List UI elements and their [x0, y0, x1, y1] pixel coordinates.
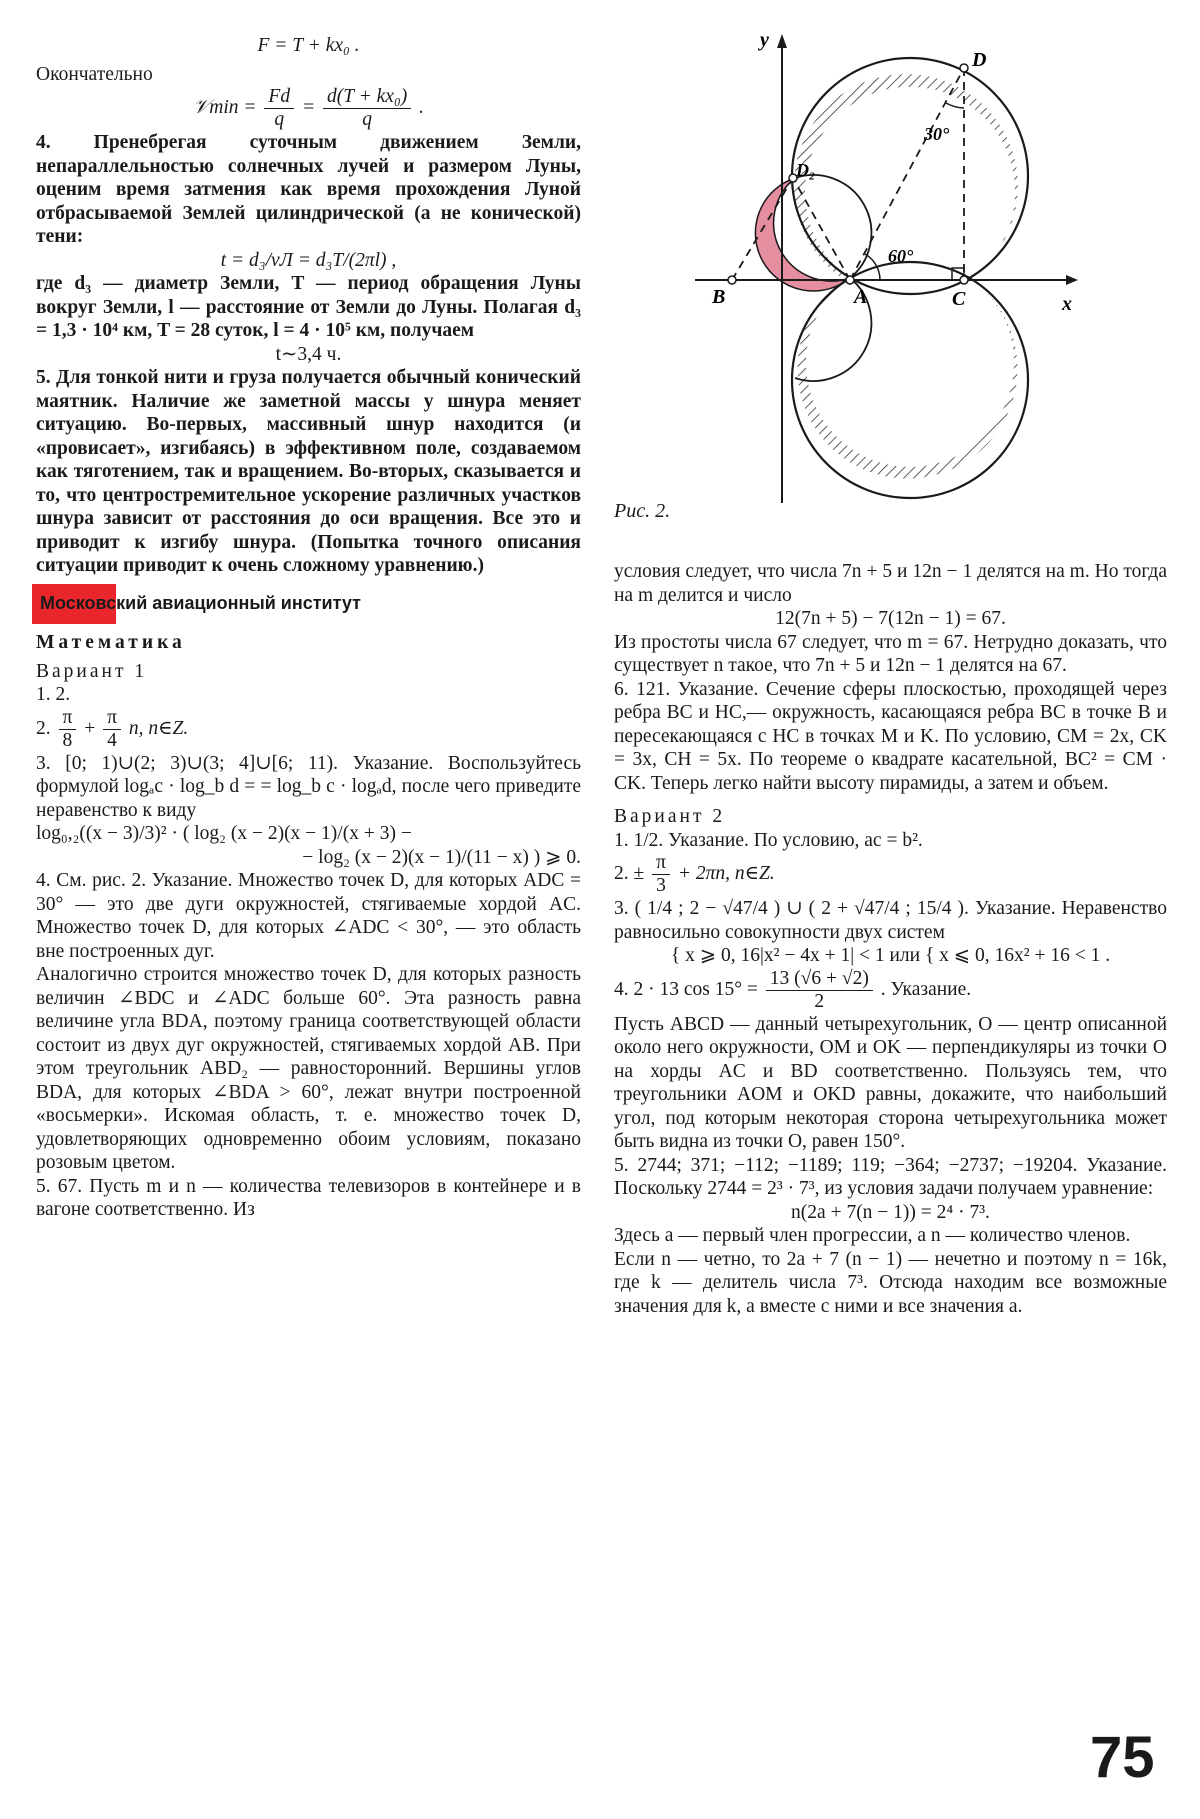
- angle-30-arc: [946, 103, 964, 108]
- label-angle-60: 60°: [888, 246, 914, 266]
- answer-4a: 4. См. рис. 2. Указание. Множество точек D, для которых ADC = 30° — это две дуги окружностей, стягиваемые хордой AC. Множество точек D, для которых ∠ADC < 30°, — это область вне построенных дуг.: [36, 870, 581, 962]
- variant-1-heading: Вариант 1: [36, 660, 148, 682]
- v2-2-suffix: + 2πn, n∈Z.: [677, 862, 775, 884]
- figure-2-svg: [690, 28, 1090, 508]
- answer-5: 5. 67. Пусть m и n — количества телевизоров в контейнере и в вагоне соответственно. Из: [36, 1175, 581, 1220]
- right-formula-1: 12(7n + 5) − 7(12n − 1) = 67.: [775, 608, 1006, 629]
- paragraph-5: 5. Для тонкой нити и груза получается обычный конический маятник. Наличие же заметной массы у шнура меняет ситуацию. Во-первых, массивный шнур находится (и «провисает», изгибаясь) в эффективном поле, создаваемом как тяготением, так и вращением. Во-вторых, сказывается и то, что центростремительное ускорение различных участков шнура зависит от расстояния до оси вращения. Все это и приводит к изгибу шнура. (Попытка точного описания ситуации приводит к очень сложному уравнению.): [36, 367, 581, 576]
- answer-2-suffix: n, n∈Z.: [128, 717, 189, 739]
- figure-2: [690, 28, 1090, 513]
- v2-4-prefix: 4. 2 · 13 cos 15° =: [614, 978, 758, 1000]
- answer-1: 1. 2.: [36, 684, 71, 705]
- point-d: [960, 64, 968, 72]
- left-column: [36, 34, 581, 1222]
- v-min-frac2-num: d(T + kx₀): [323, 86, 411, 109]
- label-d2: D₂: [796, 160, 816, 180]
- v-min-frac1-num: Fd: [264, 86, 294, 109]
- v2-2-prefix: 2. ±: [614, 862, 645, 884]
- log-inequality-line2: − log₂ (x − 2)(x − 1)/(11 − x) ) ⩾ 0.: [302, 846, 581, 868]
- right-paragraph-1: условия следует, что числа 7n + 5 и 12n − 1 делятся на m. Но тогда на m делится и число: [614, 561, 1167, 606]
- v2-4-frac-num: 13 (√6 + √2): [766, 968, 873, 991]
- v-min-lhs: 𝒱min =: [193, 96, 257, 118]
- answer-3: 3. [0; 1)∪(2; 3)∪(3; 4]∪[6; 11). Указание. Воспользуйтесь формулой logₐc · log_b d = = log_b c · logₐd, после чего приведите неравенство к виду: [36, 752, 581, 821]
- label-x: x: [1062, 293, 1072, 315]
- formula-v-min: [36, 86, 581, 131]
- v-min-eq: =: [301, 96, 316, 118]
- variant-2-answer-4-formula: [614, 968, 1167, 1013]
- v-min-frac1: [264, 86, 294, 131]
- variant-2-answer-5-text2: Если n — четно, то 2a + 7 (n − 1) — нечетно и поэтому n = 16k, где k — делитель числа 7³. Отсюда находим все возможные значения для k, а вместе с ними и все значения a.: [614, 1248, 1167, 1317]
- variant-2-answer-2: [614, 852, 1167, 897]
- v2-2-frac-den: 3: [656, 875, 666, 896]
- answer-2-frac1-den: 8: [62, 729, 73, 751]
- page-number: 75: [1090, 1725, 1155, 1790]
- answer-4b: Аналогично строится множество точек D, для которых разность величин ∠BDC и ∠ADC больше 60°. Эта разность равна величине угла BDA, поэтому граница соответствующей области состоит из двух дуг окружностей, стягиваемых хордой AB. При этом треугольник ABD₂ — равносторонний. Вершины углов BDA, для которых ∠BDA > 60°, лежат внутри построенной «восьмерки». Искомая область, т. е. множество точек D, удовлетворяющих одновременно обоим условиям, показано розовым цветом.: [36, 964, 581, 1173]
- label-y: y: [760, 29, 769, 51]
- formula-f: F = T + kx₀ .: [257, 35, 360, 56]
- paragraph-4: 4. Пренебрегая суточным движением Земли, непараллельностью солнечных лучей и размером Луны, оценим время затмения как время прохождения Луной отбрасываемой Землей цилиндрической (а не конической) тени:: [36, 132, 581, 247]
- dashed-line-ad2: [793, 178, 850, 280]
- variant-2-answer-5-text1: Здесь a — первый член прогрессии, а n — количество членов.: [614, 1225, 1131, 1246]
- variant-2-answer-4-text: Пусть ABCD — данный четырехугольник, O — центр описанной около него окружности, OM и OK — перпендикуляры из точки O на хорды AC и BD соответственно. Пользуясь тем, что треугольники AOM и OKD равны, докажите, что наибольший угол, под которым некоторая сторона четырехугольника может быть видна из точки O, равен 150°.: [614, 1013, 1167, 1152]
- figure-caption: Рис. 2.: [614, 500, 671, 522]
- institute-heading: [36, 584, 581, 624]
- answer-2-plus: +: [84, 717, 96, 739]
- label-d: D: [972, 49, 987, 71]
- log-inequality-line1: log₀,₂((x − 3)/3)² · ( log₂ (x − 2)(x − 1)/(x + 3) −: [36, 823, 412, 844]
- variant-2-answer-1: 1. 1/2. Указание. По условию, ac = b².: [614, 829, 923, 851]
- variant-2-systems: { x ⩾ 0, 16|x² − 4x + 1| < 1 или { x ⩽ 0, 16x² + 16 < 1 .: [670, 945, 1111, 966]
- v-min-frac1-den: q: [274, 109, 285, 130]
- v2-4-frac: [766, 968, 873, 1013]
- v-min-end: .: [419, 96, 424, 118]
- v2-4-suffix: . Указание.: [880, 978, 972, 1000]
- label-b: B: [712, 286, 726, 308]
- paragraph-4b: где d₃ — диаметр Земли, T — период обращения Луны вокруг Земли, l — расстояние от Земли до Луны. Полагая d₃ = 1,3 · 10⁴ км, T = 28 суток, l = 4 · 10⁵ км, получаем: [36, 273, 581, 341]
- x-axis-arrow: [1066, 275, 1078, 285]
- answer-2: [36, 707, 581, 752]
- point-a: [846, 276, 854, 284]
- v-min-frac2-den: q: [362, 109, 372, 130]
- right-paragraph-3: 6. 121. Указание. Сечение сферы плоскостью, проходящей через ребра BC и HC,— окружность, касающаяся ребра BC в точке B и пересекающаяся с HC в точках M и K. По условию, CM = 2x, CK = 3x, CH = 5x. По теореме о квадрате касательной, BC² = CM · CK. Теперь легко найти высоту пирамиды, а затем и объем.: [614, 678, 1167, 794]
- point-b: [728, 276, 736, 284]
- formula-t-result: t∼3,4 ч.: [275, 343, 342, 365]
- subject-heading: Математика: [36, 632, 186, 653]
- text-finally: Окончательно: [36, 63, 153, 85]
- answer-2-prefix: 2.: [36, 717, 51, 739]
- institute-title: Московский авиационный институт: [40, 592, 361, 613]
- answer-2-frac2: [103, 707, 121, 752]
- label-a: A: [854, 286, 868, 308]
- v2-2-frac: [652, 852, 670, 897]
- v-min-frac2: [323, 86, 411, 131]
- right-paragraph-2: Из простоты числа 67 следует, что m = 67. Нетрудно доказать, что существует n такое, что 7n + 5 и 12n − 1 делятся на 67.: [614, 631, 1167, 676]
- variant-2-answer-3: 3. ( 1/4 ; 2 − √47/4 ) ∪ ( 2 + √47/4 ; 15/4 ). Указание. Неравенство равносильно совокупности двух систем: [614, 898, 1167, 943]
- answer-2-frac2-den: 4: [107, 729, 117, 751]
- label-angle-30: 30°: [924, 124, 950, 144]
- variant-2-answer-5: 5. 2744; 371; −112; −1189; 119; −364; −2737; −19204. Указание. Поскольку 2744 = 2³ · 7³, из условия задачи получаем уравнение:: [614, 1154, 1167, 1199]
- answer-2-frac2-num: π: [103, 707, 121, 730]
- v2-4-frac-den: 2: [814, 990, 825, 1012]
- variant-2-heading: Вариант 2: [614, 806, 726, 827]
- answer-2-frac1-num: π: [59, 707, 77, 730]
- point-c: [960, 276, 968, 284]
- label-c: C: [952, 288, 966, 310]
- answer-2-frac1: [59, 707, 77, 752]
- y-axis-arrow: [777, 34, 787, 48]
- right-column: [614, 560, 1167, 1318]
- variant-2-answer-5-formula: n(2a + 7(n − 1)) = 2⁴ · 7³.: [791, 1201, 990, 1223]
- formula-t: t = d₃/vЛ = d₃T/(2πl) ,: [220, 249, 397, 271]
- v2-2-frac-num: π: [652, 852, 670, 875]
